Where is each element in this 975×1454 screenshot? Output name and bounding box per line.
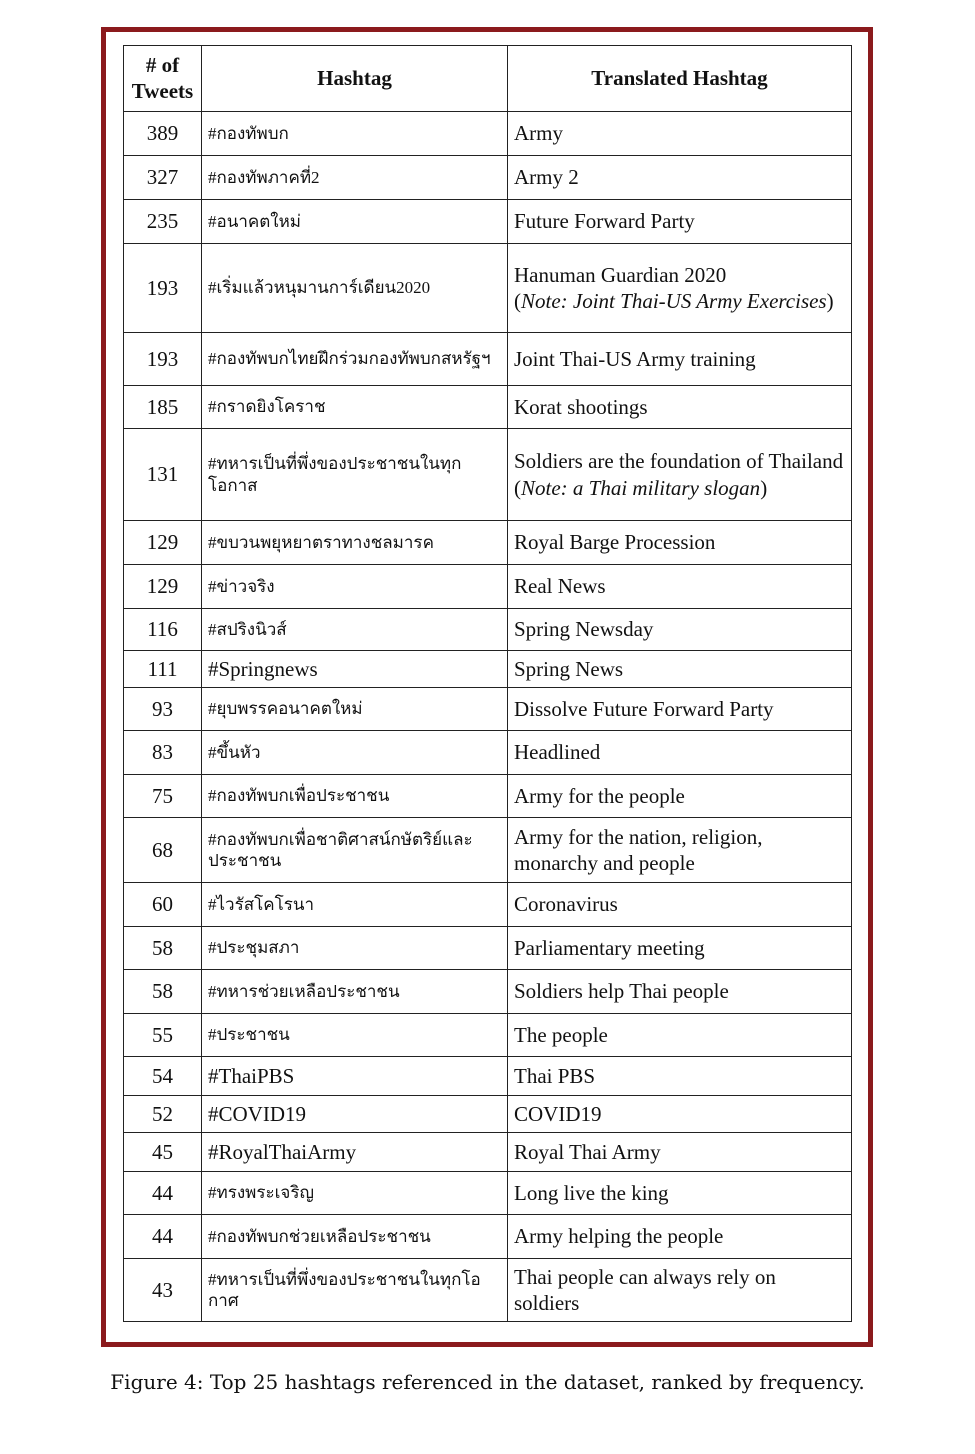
table-row [124, 200, 852, 244]
translated-text: Coronavirus [514, 892, 618, 917]
hashtag-cell: #ประชาชน [202, 1014, 508, 1057]
translated-text: Thai PBS [514, 1063, 596, 1088]
table-row [124, 112, 852, 156]
translated-hashtag-cell [508, 565, 852, 609]
tweet-count-cell: 52 [124, 1096, 202, 1133]
table-row [124, 818, 852, 883]
hashtag-cell: #ขึ้นหัว [202, 731, 508, 775]
tweet-count-cell: 58 [124, 927, 202, 970]
table-row [124, 927, 852, 970]
hashtag-cell: #ข่าวจริง [202, 565, 508, 609]
hashtag-cell: #อนาคตใหม่ [202, 200, 508, 244]
translated-text: Parliamentary meeting [514, 935, 705, 960]
table-row [124, 883, 852, 927]
note-open-paren: ( [514, 289, 521, 313]
translation-note: Note: Joint Thai-US Army Exercises [521, 289, 827, 313]
note-close-paren: ) [826, 289, 834, 313]
translated-hashtag-cell [508, 429, 852, 521]
tweet-count-cell: 327 [124, 156, 202, 200]
table-body [124, 112, 852, 1322]
table-row [124, 1096, 852, 1133]
translated-hashtag-cell [508, 1259, 852, 1322]
translated-text: Army for the people [514, 783, 685, 808]
header-count-line2: Tweets [131, 78, 194, 103]
hashtag-cell: #กองทัพบกช่วยเหลือประชาชน [202, 1215, 508, 1259]
translated-hashtag-cell [508, 818, 852, 883]
translated-text: COVID19 [514, 1101, 602, 1126]
translated-text: Soldiers are the foundation of Thailand [514, 449, 844, 474]
translated-hashtag-cell [508, 112, 852, 156]
table-row [124, 521, 852, 565]
hashtag-cell: #ทหารช่วยเหลือประชาชน [202, 970, 508, 1014]
translated-hashtag-cell [508, 883, 852, 927]
tweet-count-cell: 44 [124, 1215, 202, 1259]
translated-hashtag-cell [508, 609, 852, 651]
translated-text: Korat shootings [514, 394, 648, 419]
tweet-count-cell: 60 [124, 883, 202, 927]
tweet-count-cell: 129 [124, 565, 202, 609]
translated-text: Royal Barge Procession [514, 530, 716, 555]
hashtag-cell: #ทหารเป็นที่พึ่งของประชาชนในทุกโอกาศ [202, 1259, 508, 1322]
hashtag-cell: #ทหารเป็นที่พึ่งของประชาชนในทุกโอกาส [202, 429, 508, 521]
translated-text: Army for the nation, religion, monarchy and people [514, 824, 763, 875]
translated-text: Thai people can always rely on soldiers [514, 1264, 776, 1315]
table-row [124, 731, 852, 775]
hashtag-cell: #กองทัพบก [202, 112, 508, 156]
table-row [124, 970, 852, 1014]
tweet-count-cell: 185 [124, 386, 202, 429]
translated-text: Soldiers help Thai people [514, 979, 729, 1004]
header-hashtag: Hashtag [202, 46, 508, 112]
hashtag-cell: #ขบวนพยุหยาตราทางชลมารค [202, 521, 508, 565]
tweet-count-cell: 389 [124, 112, 202, 156]
hashtag-cell: #ทรงพระเจริญ [202, 1172, 508, 1215]
table-row [124, 1057, 852, 1096]
tweet-count-cell: 75 [124, 775, 202, 818]
table-frame [101, 27, 873, 1347]
table-row [124, 429, 852, 521]
translated-text: Army [514, 121, 563, 146]
translated-text: The people [514, 1022, 608, 1047]
tweet-count-cell: 116 [124, 609, 202, 651]
hashtag-cell: #สปริงนิวส์ [202, 609, 508, 651]
hashtag-cell: #กราดยิงโคราช [202, 386, 508, 429]
translated-hashtag-cell [508, 156, 852, 200]
translation-note: Note: a Thai military slogan [521, 475, 761, 500]
hashtag-cell: #RoyalThaiArmy [202, 1133, 508, 1172]
table-row [124, 688, 852, 731]
tweet-count-cell: 54 [124, 1057, 202, 1096]
translated-text: Future Forward Party [514, 209, 695, 234]
translated-hashtag-cell [508, 651, 852, 688]
translated-hashtag-cell [508, 386, 852, 429]
hashtag-cell: #ไวรัสโคโรนา [202, 883, 508, 927]
translated-text: Army helping the people [514, 1224, 724, 1249]
translated-hashtag-cell [508, 1096, 852, 1133]
translated-hashtag-cell [508, 927, 852, 970]
translated-text: Hanuman Guardian 2020 [514, 262, 727, 287]
table-row [124, 1172, 852, 1215]
translated-text: Headlined [514, 740, 601, 765]
translated-hashtag-cell [508, 970, 852, 1014]
translated-hashtag-cell [508, 688, 852, 731]
translated-text: Real News [514, 574, 606, 599]
translated-hashtag-cell [508, 1133, 852, 1172]
note-close-paren: ) [760, 475, 768, 500]
tweet-count-cell: 45 [124, 1133, 202, 1172]
header-count-line1: # of [145, 53, 180, 78]
table-row [124, 565, 852, 609]
hashtag-cell: #กองทัพภาคที่2 [202, 156, 508, 200]
translated-hashtag-cell [508, 1172, 852, 1215]
tweet-count-cell: 129 [124, 521, 202, 565]
hashtag-cell: #เริ่มแล้วหนุมานการ์เดียน2020 [202, 244, 508, 333]
translated-text: Long live the king [514, 1180, 669, 1205]
translated-text: Army 2 [514, 165, 579, 190]
hashtag-cell: #กองทัพบกเพื่อชาติศาสน์กษัตริย์และประชาชน [202, 818, 508, 883]
tweet-count-cell: 83 [124, 731, 202, 775]
table-row [124, 1133, 852, 1172]
tweet-count-cell: 111 [124, 651, 202, 688]
translated-hashtag-cell [508, 521, 852, 565]
tweet-count-cell: 68 [124, 818, 202, 883]
hashtag-cell: #กองทัพบกไทยฝึกร่วมกองทัพบกสหรัฐฯ [202, 333, 508, 386]
hashtag-cell: #COVID19 [202, 1096, 508, 1133]
table-row [124, 1259, 852, 1322]
translated-hashtag-cell [508, 1215, 852, 1259]
translated-text: Spring News [514, 656, 624, 681]
translated-hashtag-cell [508, 244, 852, 333]
tweet-count-cell: 131 [124, 429, 202, 521]
hashtag-cell: #Springnews [202, 651, 508, 688]
translated-text: Dissolve Future Forward Party [514, 696, 774, 721]
translated-hashtag-cell [508, 333, 852, 386]
table-row [124, 156, 852, 200]
tweet-count-cell: 193 [124, 333, 202, 386]
table-row [124, 775, 852, 818]
table-row [124, 609, 852, 651]
tweet-count-cell: 235 [124, 200, 202, 244]
hashtag-cell: #ThaiPBS [202, 1057, 508, 1096]
hashtag-cell: #ยุบพรรคอนาคตใหม่ [202, 688, 508, 731]
translated-hashtag-cell [508, 731, 852, 775]
table-row [124, 386, 852, 429]
translated-text: Spring Newsday [514, 617, 654, 642]
tweet-count-cell: 43 [124, 1259, 202, 1322]
translated-hashtag-cell [508, 200, 852, 244]
translated-text: Joint Thai-US Army training [514, 346, 756, 371]
figure-caption: Figure 4: Top 25 hashtags referenced in the dataset, ranked by frequency. [110, 1370, 865, 1394]
hashtag-cell: #กองทัพบกเพื่อประชาชน [202, 775, 508, 818]
table-row [124, 333, 852, 386]
translated-hashtag-cell [508, 775, 852, 818]
table-header-row [124, 46, 852, 112]
tweet-count-cell: 93 [124, 688, 202, 731]
translated-text: Royal Thai Army [514, 1139, 661, 1164]
note-open-paren: ( [514, 475, 521, 500]
tweet-count-cell: 193 [124, 244, 202, 333]
translated-hashtag-cell [508, 1057, 852, 1096]
tweet-count-cell: 55 [124, 1014, 202, 1057]
hashtag-cell: #ประชุมสภา [202, 927, 508, 970]
tweet-count-cell: 58 [124, 970, 202, 1014]
header-translated-hashtag: Translated Hashtag [508, 46, 852, 112]
hashtag-table [123, 45, 852, 1322]
table-row [124, 244, 852, 333]
table-row [124, 1215, 852, 1259]
tweet-count-cell: 44 [124, 1172, 202, 1215]
translated-hashtag-cell [508, 1014, 852, 1057]
table-row [124, 651, 852, 688]
table-row [124, 1014, 852, 1057]
header-tweet-count [124, 46, 202, 112]
